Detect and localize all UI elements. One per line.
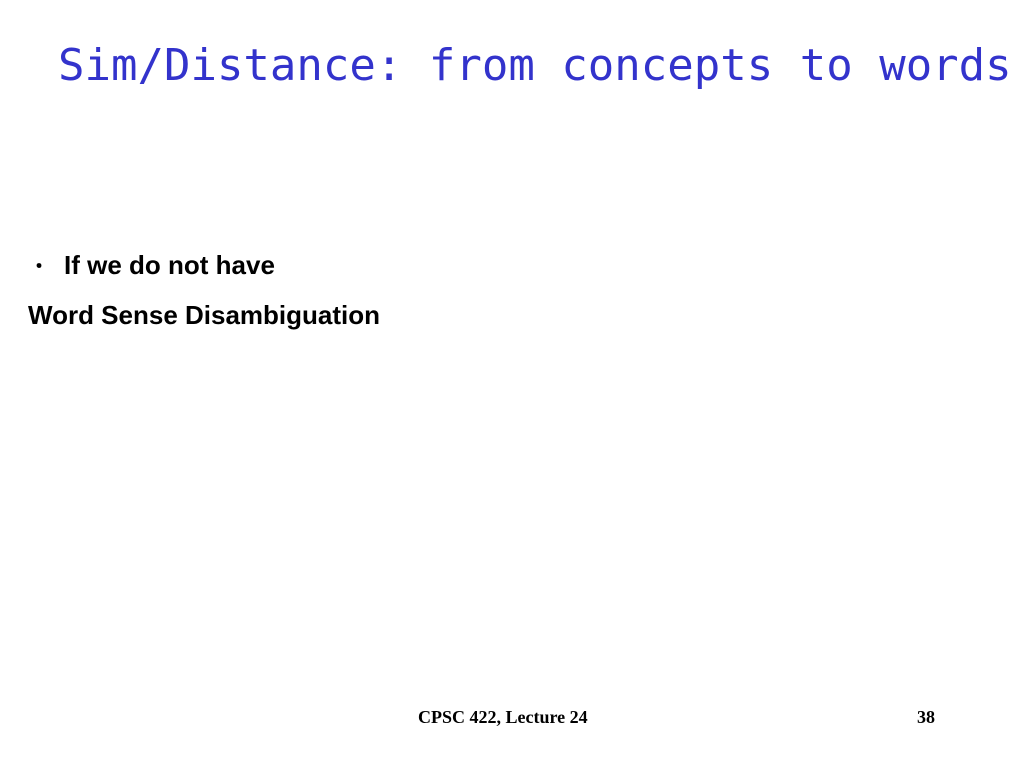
body-line: Word Sense Disambiguation (28, 300, 381, 330)
bullet-item (28, 250, 380, 290)
bullet-icon: ・ (28, 254, 51, 279)
bullet-text: If we do not have (64, 250, 275, 280)
slide-title: Sim/Distance: from concepts to words (58, 40, 1012, 91)
footer-course-label: CPSC 422, Lecture 24 (418, 707, 588, 727)
page-number: 38 (917, 707, 935, 727)
slide-body (28, 250, 380, 340)
